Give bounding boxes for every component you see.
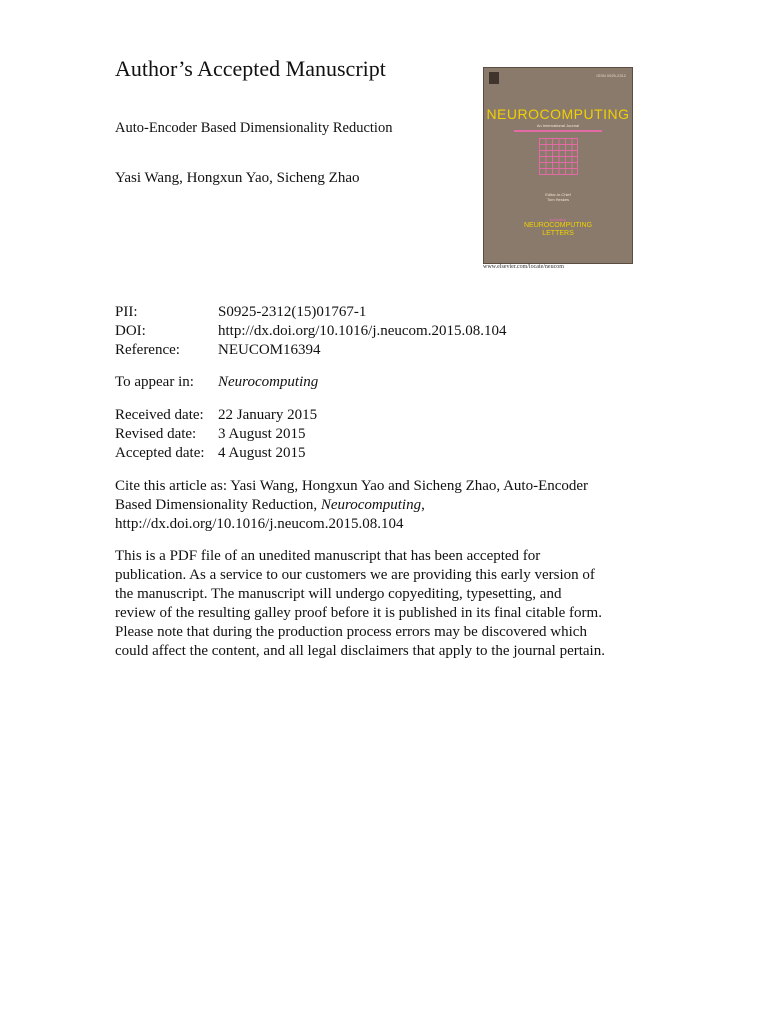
citation-word: Reduction,	[251, 497, 318, 513]
cover-divider	[514, 130, 602, 132]
citation-doi-link[interactable]: http://dx.doi.org/10.1016/j.neucom.2015.08.104	[115, 516, 404, 532]
disclaimer-line: publication. As a service to our customers we are providing this early version of	[115, 567, 595, 583]
disclaimer-line: could affect the content, and all legal disclaimers that apply to the journal pertain.	[115, 643, 605, 659]
cover-issn: ISSN 0925-2312	[596, 73, 626, 78]
cover-editor-name: Tom Heskes	[546, 197, 569, 202]
cover-journal-subtitle: An International Journal	[536, 123, 580, 128]
cover-journal-title: NEUROCOMPUTING	[486, 106, 630, 122]
disclaimer-line: the manuscript. The manuscript will undergo copyediting, typesetting, and	[115, 586, 562, 602]
elsevier-logo-icon	[489, 72, 499, 84]
author-list: Yasi Wang, Hongxun Yao, Sicheng Zhao	[115, 170, 360, 186]
reference-label: Reference:	[115, 342, 180, 358]
citation-line	[115, 496, 640, 515]
cover-editor	[484, 192, 632, 202]
citation-word-group: Reduction, Neurocomputing,	[251, 497, 425, 513]
revised-date: 3 August 2015	[218, 426, 306, 442]
accepted-date: 4 August 2015	[218, 445, 306, 461]
revised-label: Revised date:	[115, 426, 197, 442]
citation-line: Cite this article as: Yasi Wang, Hongxun Yao and Sicheng Zhao, Auto-Encoder	[115, 478, 589, 494]
doi-link[interactable]: http://dx.doi.org/10.1016/j.neucom.2015.08.104	[218, 323, 507, 339]
disclaimer-line: review of the resulting galley proof before it is published in its final citable form.	[115, 605, 602, 621]
article-title: Auto-Encoder Based Dimensionality Reduction	[115, 120, 393, 136]
cover-letters-line: NEUROCOMPUTING	[523, 222, 593, 229]
citation-word: Based	[115, 497, 152, 513]
citation-block	[115, 477, 640, 534]
citation-journal: Neurocomputing	[320, 497, 422, 513]
citation-word: Dimensionality	[155, 497, 248, 513]
pii-label: PII:	[115, 304, 138, 320]
doi-label: DOI:	[115, 323, 146, 339]
appear-label: To appear in:	[115, 374, 194, 390]
cover-editor-line: Editor-in-Chief	[545, 192, 571, 197]
cover-letters-line: LETTERS	[542, 230, 574, 237]
reference-value: NEUCOM16394	[218, 342, 321, 358]
cover-url-link[interactable]: www.elsevier.com/locate/neucom	[483, 264, 564, 270]
received-date: 22 January 2015	[218, 407, 318, 423]
cover-including: Including	[549, 217, 566, 222]
pii-value: S0925-2312(15)01767-1	[218, 304, 367, 320]
disclaimer-line: This is a PDF file of an unedited manuscript that has been accepted for	[115, 548, 541, 564]
disclaimer-paragraph	[115, 547, 640, 661]
journal-name: Neurocomputing	[218, 374, 319, 390]
received-label: Received date:	[115, 407, 204, 423]
cover-letters-title	[484, 222, 632, 238]
journal-cover-image	[483, 67, 633, 264]
cover-grid-graphic	[539, 138, 578, 175]
accepted-label: Accepted date:	[115, 445, 205, 461]
page-title: Author’s Accepted Manuscript	[115, 56, 386, 81]
disclaimer-line: Please note that during the production process errors may be discovered which	[115, 624, 587, 640]
